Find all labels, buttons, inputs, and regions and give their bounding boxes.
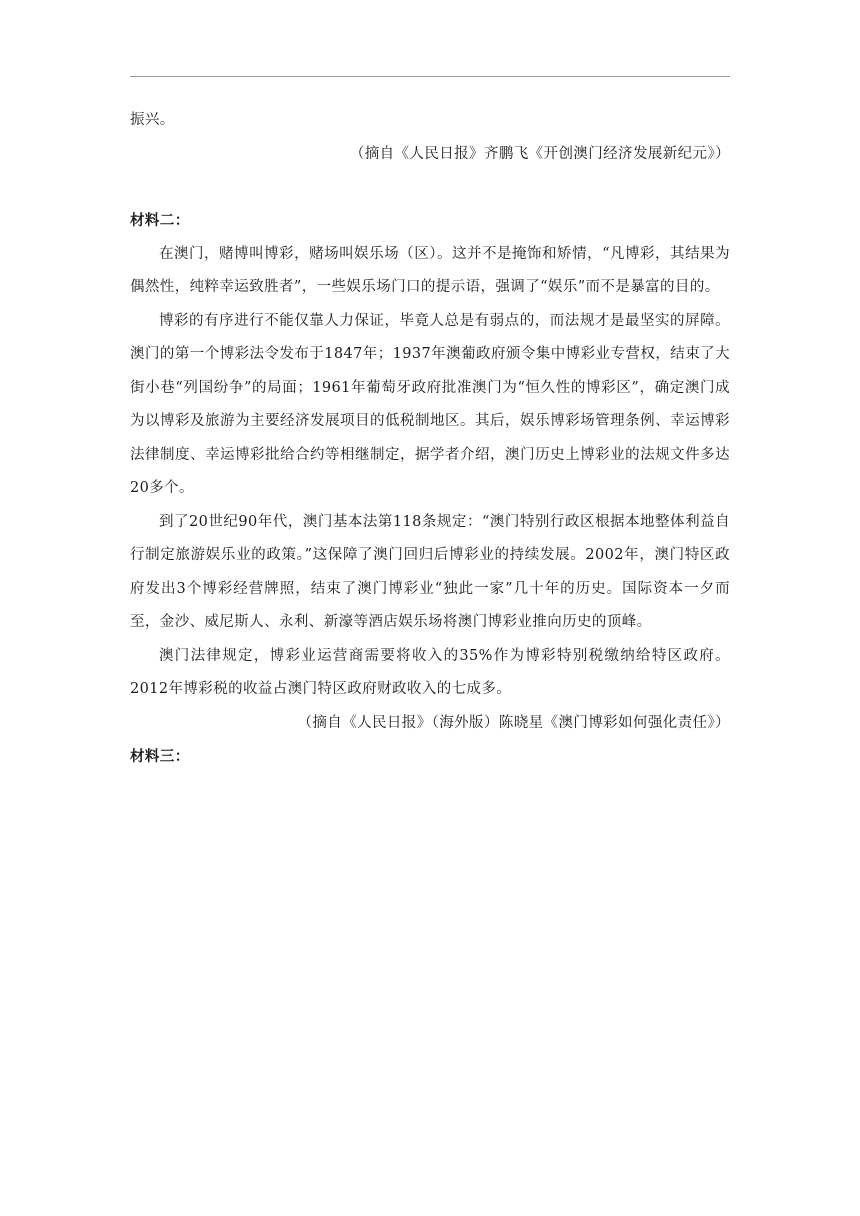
material-2-paragraph-1: 在澳门，赌博叫博彩，赌场叫娱乐场（区）。这并不是掩饰和矫情，“凡博彩，其结果为偶然性，纯粹幸运致胜者”，一些娱乐场门口的提示语，强调了“娱乐”而不是暴富的目的。 — [130, 245, 730, 295]
source-citation-1: （摘自《人民日报》齐鹏飞《开创澳门经济发展新纪元》） — [349, 145, 730, 162]
material-2-heading: 材料二： — [130, 212, 190, 229]
continued-text: 振兴。 — [130, 112, 175, 128]
material-3-heading: 材料三： — [130, 748, 190, 765]
document-body — [130, 104, 730, 774]
material-2-paragraph-3: 到了20世纪90年代，澳门基本法第118条规定：“澳门特别行政区根据本地整体利益自行制定旅游娱乐业的政策。”这保障了澳门回归后博彩业的持续发展。2002年，澳门特区政府发出3个博彩经营牌照，结束了澳门博彩业“独此一家”几十年的历史。国际资本一夕而至，金沙、威尼斯人、永利、新濠等酒店娱乐场将澳门博彩业推向历史的顶峰。 — [130, 513, 730, 630]
header-rule — [130, 76, 730, 77]
material-2-paragraph-4: 澳门法律规定，博彩业运营商需要将收入的35%作为博彩特别税缴纳给特区政府。2012年博彩税的收益占澳门特区政府财政收入的七成多。 — [130, 647, 730, 697]
source-citation-2: （摘自《人民日报》（海外版）陈晓星《澳门博彩如何强化责任》） — [297, 714, 730, 731]
material-2-paragraph-2: 博彩的有序进行不能仅靠人力保证，毕竟人总是有弱点的，而法规才是最坚实的屏障。澳门的第一个博彩法令发布于1847年；1937年澳葡政府颁令集中博彩业专营权，结束了大街小巷“列国纷争”的局面；1961年葡萄牙政府批准澳门为“恒久性的博彩区”，确定澳门成为以博彩及旅游为主要经济发展项目的低税制地区。其后，娱乐博彩场管理条例、幸运博彩法律制度、幸运博彩批给合约等相继制定，据学者介绍，澳门历史上博彩业的法规文件多达20多个。 — [130, 312, 730, 496]
